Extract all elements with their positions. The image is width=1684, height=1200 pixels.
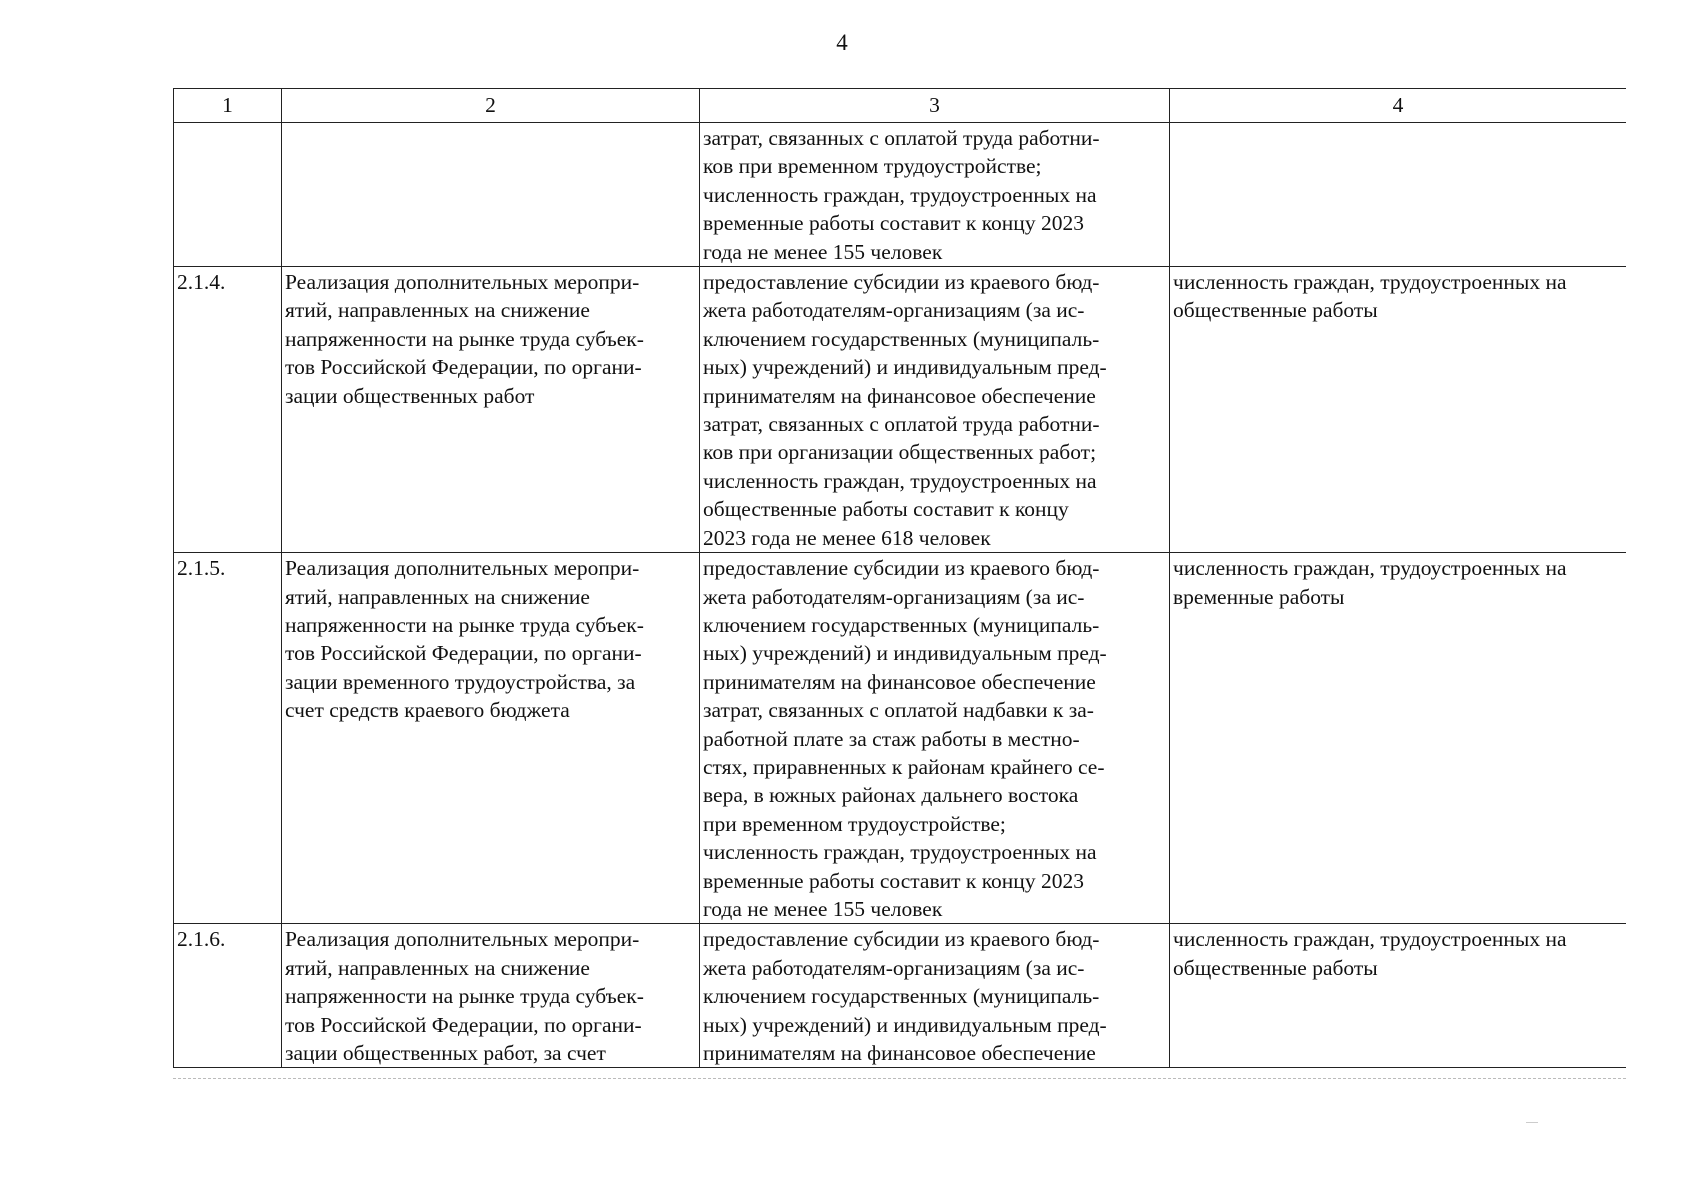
measure-cell: Реализация дополнительных меропри- ятий, направленных на снижение напряженности на рынке труда субъек- тов Российской Федерации, по органи- зации общественных работ, за счет xyxy=(282,924,700,1068)
table-header-row xyxy=(174,89,1627,123)
indicator-cell: численность граждан, трудоустроенных на временные работы xyxy=(1170,553,1627,924)
column-header-3: 3 xyxy=(700,89,1170,123)
column-header-4: 4 xyxy=(1170,89,1627,123)
column-header-2: 2 xyxy=(282,89,700,123)
table-row xyxy=(174,553,1627,924)
table-row xyxy=(174,924,1627,1068)
result-cell: затрат, связанных с оплатой труда работни- ков при временном трудоустройстве; численность граждан, трудоустроенных на временные работы составит к концу 2023 года не менее 155 человек xyxy=(700,123,1170,267)
result-cell: предоставление субсидии из краевого бюд- жета работодателям-организациям (за ис- ключением государственных (муниципаль- ных) учреждений) и индивидуальным пред- принимателям на финансовое обеспечение затрат, связанных с оплатой труда работни- ков при организации общественных работ; численность граждан, трудоустроенных на общественные работы составит к концу 2023 года не менее 618 человек xyxy=(700,267,1170,553)
table-row xyxy=(174,267,1627,553)
indicator-cell: численность граждан, трудоустроенных на общественные работы xyxy=(1170,924,1627,1068)
document-table-container xyxy=(173,88,1626,1079)
scan-artifact xyxy=(1526,1122,1538,1123)
measures-table xyxy=(173,88,1626,1068)
row-number-cell xyxy=(174,123,282,267)
result-cell: предоставление субсидии из краевого бюд- жета работодателям-организациям (за ис- ключением государственных (муниципаль- ных) учреждений) и индивидуальным пред- принимателям на финансовое обеспечение xyxy=(700,924,1170,1068)
page-number: 4 xyxy=(836,30,848,55)
table-row xyxy=(174,123,1627,267)
row-number-cell: 2.1.5. xyxy=(174,553,282,924)
result-cell: предоставление субсидии из краевого бюд- жета работодателям-организациям (за ис- ключением государственных (муниципаль- ных) учреждений) и индивидуальным пред- принимателям на финансовое обеспечение затрат, связанных с оплатой надбавки к за- работной плате за стаж работы в местно- стях, приравненных к районам крайнего се- вера, в южных районах дальнего востока при временном трудоустройстве; численность граждан, трудоустроенных на временные работы составит к концу 2023 года не менее 155 человек xyxy=(700,553,1170,924)
column-header-1: 1 xyxy=(174,89,282,123)
row-number-cell: 2.1.4. xyxy=(174,267,282,553)
indicator-cell: численность граждан, трудоустроенных на общественные работы xyxy=(1170,267,1627,553)
measure-cell: Реализация дополнительных меропри- ятий, направленных на снижение напряженности на рынке труда субъек- тов Российской Федерации, по органи- зации общественных работ xyxy=(282,267,700,553)
indicator-cell xyxy=(1170,123,1627,267)
row-number-cell: 2.1.6. xyxy=(174,924,282,1068)
measure-cell xyxy=(282,123,700,267)
measure-cell: Реализация дополнительных меропри- ятий, направленных на снижение напряженности на рынке труда субъек- тов Российской Федерации, по органи- зации временного трудоустройства, за счет средств краевого бюджета xyxy=(282,553,700,924)
